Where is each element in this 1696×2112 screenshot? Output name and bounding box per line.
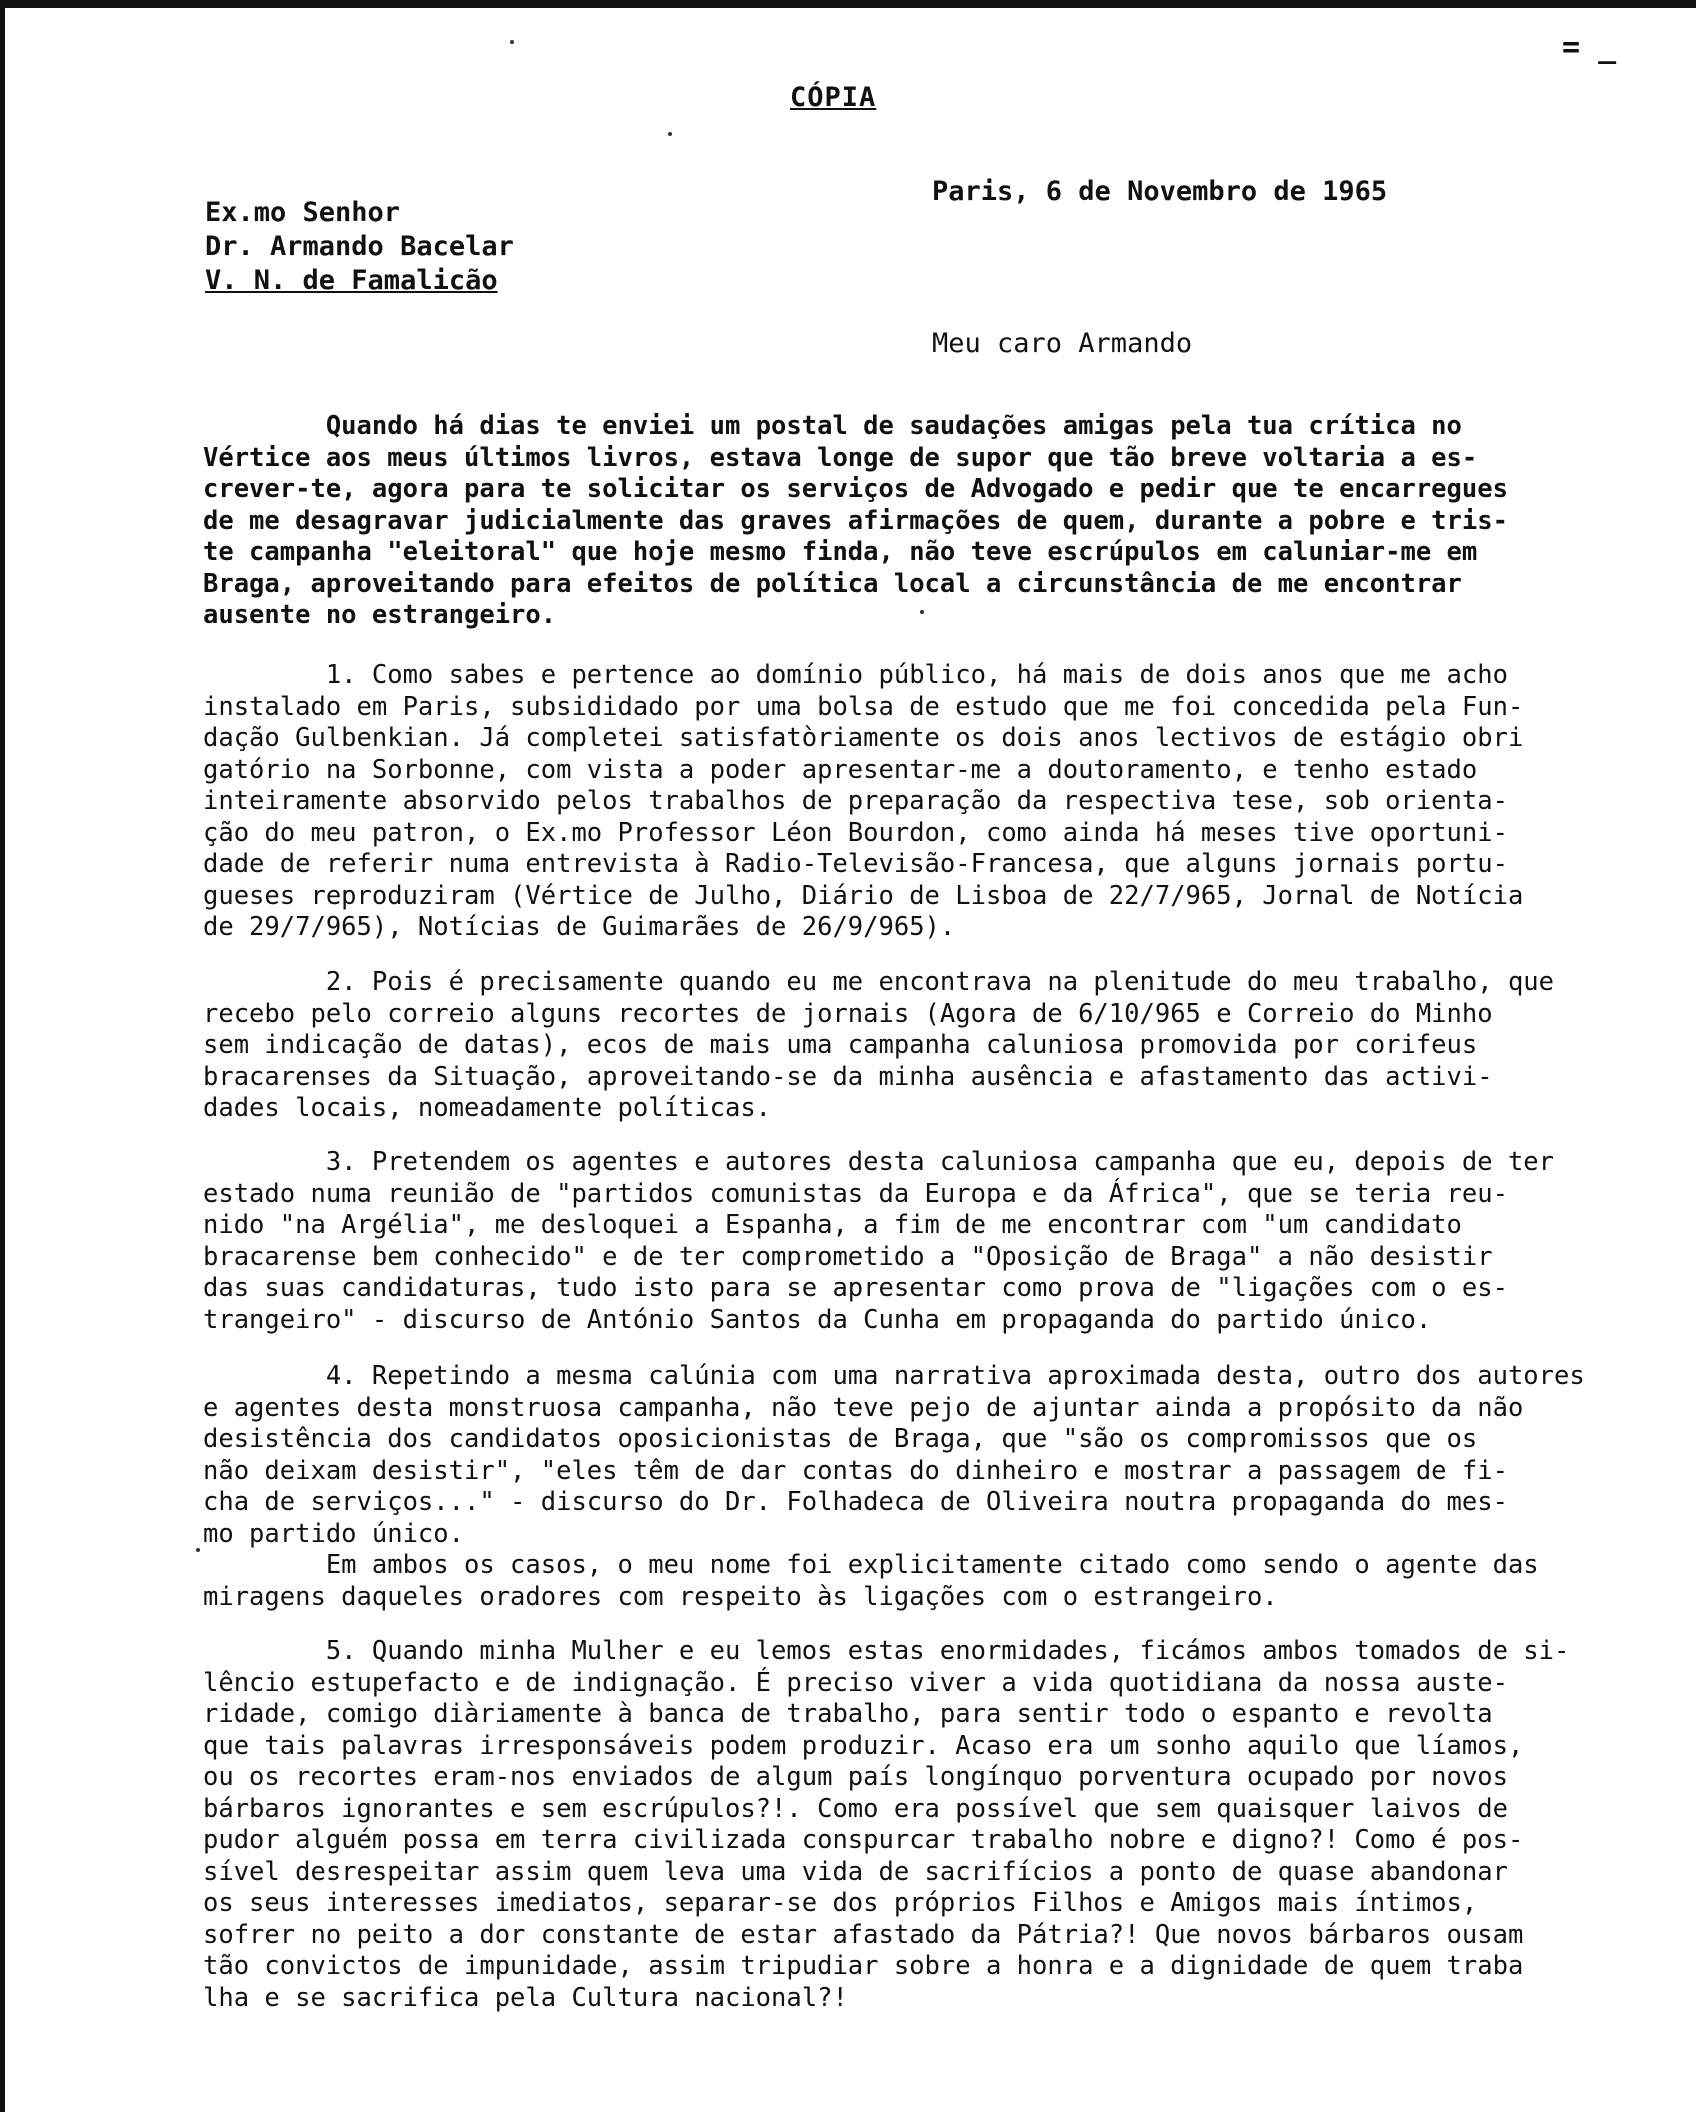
corner-mark: = _	[1562, 30, 1617, 65]
text-line: crever-te, agora para te solicitar os serviços de Advogado e pedir que te encarregues	[203, 474, 1508, 504]
scan-border-left	[0, 0, 5, 2112]
text-line: e agentes desta monstruosa campanha, não teve pejo de ajuntar ainda a propósito da não	[203, 1392, 1524, 1423]
salutation: Meu caro Armando	[932, 328, 1193, 359]
text-line: dades locais, nomeadamente políticas.	[203, 1093, 772, 1123]
paragraph-5	[203, 1636, 1663, 2014]
scan-border-top	[0, 0, 1696, 8]
text-line: os seus interesses imediatos, separar-se dos próprios Filhos e Amigos mais íntimos,	[203, 1888, 1478, 1918]
text-line: de me desagravar judicialmente das graves afirmações de quem, durante a pobre e tris-	[203, 505, 1508, 536]
text-line: desistência dos candidatos oposicionistas de Braga, que "são os compromissos que os	[203, 1424, 1478, 1454]
page-heading: CÓPIA	[790, 82, 877, 113]
text-line: mo partido único.	[203, 1518, 464, 1549]
speck	[510, 40, 514, 44]
paragraph-1	[203, 660, 1663, 944]
paragraph-3	[203, 1147, 1663, 1336]
text-line: das suas candidaturas, tudo isto para se apresentar como prova de "ligações com o es-	[203, 1273, 1508, 1303]
text-line: nido "na Argélia", me desloquei a Espanha, a fim de me encontrar com "um candidato	[203, 1210, 1462, 1240]
text-line: gueses reproduziram (Vértice de Julho, Diário de Lisboa de 22/7/965, Jornal de Notícia	[203, 880, 1524, 911]
text-line: lha e se sacrifica pela Cultura nacional?!	[203, 1982, 848, 2013]
text-line: recebo pelo correio alguns recortes de jornais (Agora de 6/10/965 e Correio do Minho	[203, 998, 1493, 1029]
text-line: Quando há dias te enviei um postal de saudações amigas pela tua crítica no	[203, 411, 1462, 441]
text-line: sível desrespeitar assim quem leva uma vida de sacrifícios a ponto de quase abandonar	[203, 1856, 1508, 1887]
text-line: te campanha "eleitoral" que hoje mesmo finda, não teve escrúpulos em caluniar-me em	[203, 537, 1478, 567]
text-line: ção do meu patron, o Ex.mo Professor Léon Bourdon, como ainda há meses tive oportuni-	[203, 817, 1508, 848]
text-line: lêncio estupefacto e de indignação. É preciso viver a vida quotidiana da nossa auste-	[203, 1667, 1508, 1698]
text-line: sem indicação de datas), ecos de mais uma campanha caluniosa promovida por corifeus	[203, 1030, 1478, 1060]
text-line: bárbaros ignorantes e sem escrúpulos?!. Como era possível que sem quaisquer laivos de	[203, 1793, 1508, 1824]
text-line: sofrer no peito a dor constante de estar afastado da Pátria?! Que novos bárbaros ousam	[203, 1919, 1524, 1950]
text-line: bracarense bem conhecido" e de ter comprometido a "Oposição de Braga" a não desistir	[203, 1241, 1493, 1272]
text-line: 3. Pretendem os agentes e autores desta caluniosa campanha que eu, depois de ter	[203, 1147, 1555, 1177]
paragraph-intro	[203, 411, 1663, 632]
addressee-line: Ex.mo Senhor	[205, 197, 401, 228]
text-line: ridade, comigo diàriamente à banca de trabalho, para sentir todo o espanto e revolta	[203, 1699, 1493, 1729]
text-line: gatório na Sorbonne, com vista a poder apresentar-me a doutoramento, e tenho estado	[203, 754, 1478, 785]
text-line: Vértice aos meus últimos livros, estava longe de supor que tão breve voltaria a es-	[203, 442, 1478, 473]
text-line: 5. Quando minha Mulher e eu lemos estas enormidades, ficámos ambos tomados de si-	[203, 1636, 1570, 1666]
text-line: Braga, aproveitando para efeitos de política local a circunstância de me encontrar	[203, 568, 1462, 599]
text-line: instalado em Paris, subsididado por uma bolsa de estudo que me foi concedida pela Fun-	[203, 691, 1524, 722]
text-line: inteiramente absorvido pelos trabalhos de preparação da respectiva tese, sob orienta-	[203, 786, 1508, 816]
letter-date: Paris, 6 de Novembro de 1965	[932, 176, 1388, 207]
addressee-line: V. N. de Famalicão	[205, 265, 498, 296]
text-line: cha de serviços..." - discurso do Dr. Folhadeca de Oliveira noutra propaganda do mes-	[203, 1487, 1508, 1517]
text-line: ou os recortes eram-nos enviados de algum país longínquo porventura ocupado por novos	[203, 1762, 1508, 1792]
text-line: que tais palavras irresponsáveis podem produzir. Acaso era um sonho aquilo que líamos,	[203, 1730, 1524, 1761]
text-line: estado numa reunião de "partidos comunistas da Europa e da África", que se teria reu-	[203, 1178, 1508, 1209]
paragraph-2	[203, 967, 1663, 1125]
text-line: 1. Como sabes e pertence ao domínio público, há mais de dois anos que me acho	[203, 660, 1508, 690]
text-line: pudor alguém possa em terra civilizada conspurcar trabalho nobre e digno?! Como é pos-	[203, 1825, 1524, 1855]
speck	[196, 1548, 200, 1552]
text-line: Em ambos os casos, o meu nome foi explicitamente citado como sendo o agente das	[203, 1550, 1539, 1580]
addressee-block	[205, 196, 514, 298]
text-line: não deixam desistir", "eles têm de dar contas do dinheiro e mostrar a passagem de fi-	[203, 1455, 1508, 1486]
paragraph-4	[203, 1361, 1663, 1613]
text-line: miragens daqueles oradores com respeito às ligações com o estrangeiro.	[203, 1581, 1278, 1612]
text-line: 4. Repetindo a mesma calúnia com uma narrativa aproximada desta, outro dos autores	[203, 1361, 1585, 1391]
addressee-line: Dr. Armando Bacelar	[205, 231, 514, 262]
text-line: 2. Pois é precisamente quando eu me encontrava na plenitude do meu trabalho, que	[203, 967, 1555, 997]
text-line: dação Gulbenkian. Já completei satisfatòriamente os dois anos lectivos de estágio obri	[203, 723, 1524, 753]
text-line: tão convictos de impunidade, assim tripudiar sobre a honra e a dignidade de quem traba	[203, 1951, 1524, 1981]
text-line: trangeiro" - discurso de António Santos da Cunha em propaganda do partido único.	[203, 1304, 1432, 1335]
text-line: de 29/7/965), Notícias de Guimarães de 26/9/965).	[203, 912, 956, 942]
text-line: bracarenses da Situação, aproveitando-se da minha ausência e afastamento das activi-	[203, 1061, 1493, 1092]
text-line: dade de referir numa entrevista à Radio-Televisão-Francesa, que alguns jornais portu-	[203, 849, 1508, 879]
text-line: ausente no estrangeiro.	[203, 600, 557, 630]
speck	[668, 132, 672, 136]
